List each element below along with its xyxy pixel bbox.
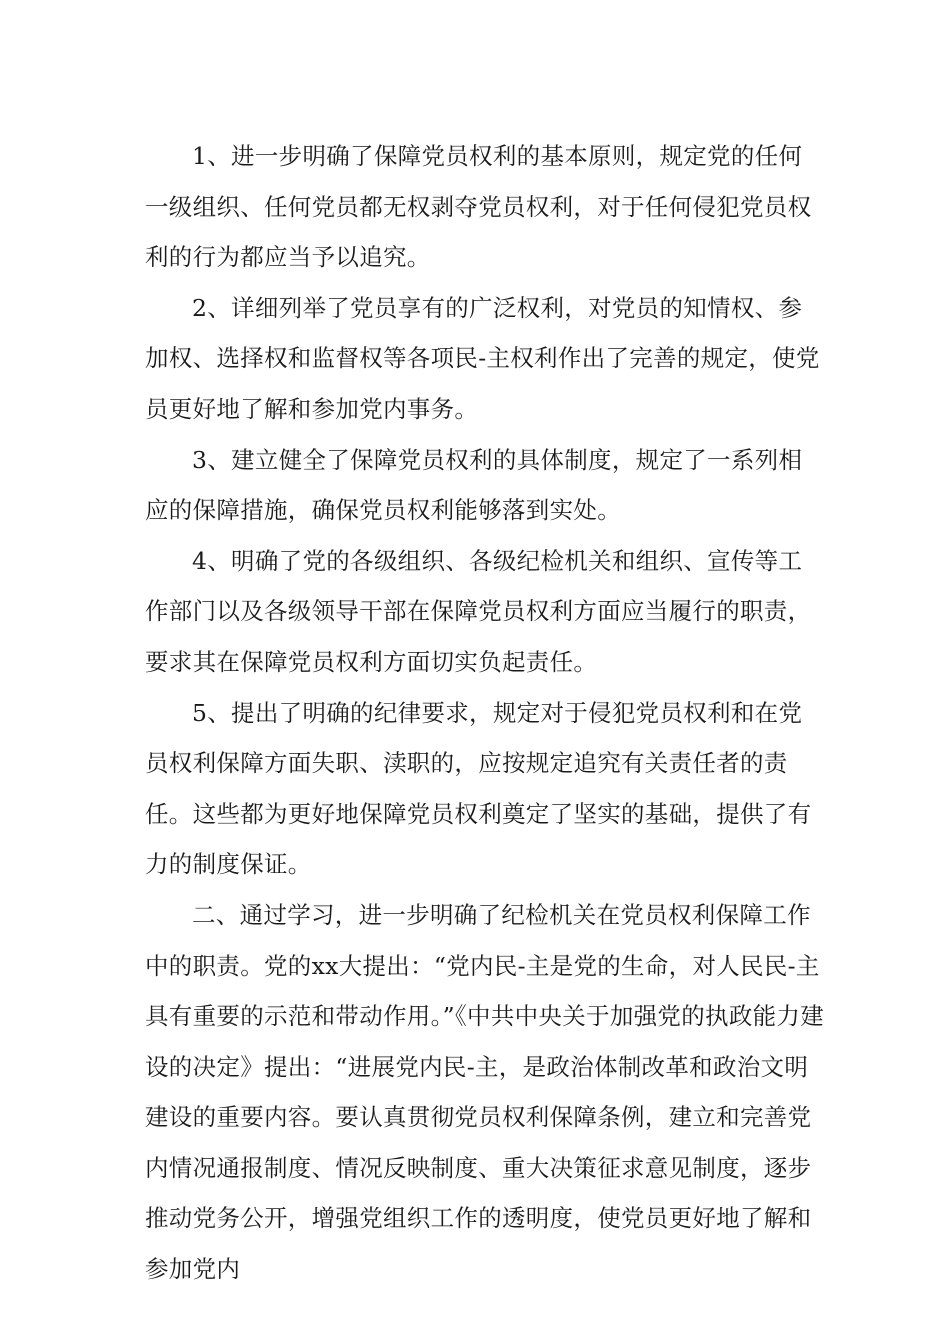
- paragraph-4: 4、明确了党的各级组织、各级纪检机关和组织、宣传等工作部门以及各级领导干部在保障党员权利方面应当履行的职责，要求其在保障党员权利方面切实负起责任。: [145, 546, 812, 676]
- paragraph-6: 二、通过学习，进一步明确了纪检机关在党员权利保障工作中的职责。党的xx大提出：“党内民-主是党的生命，对人民民-主具有重要的示范和带动作用。”《中共中央关于加强党的执政能力建设的决定》提出：“进展党内民-主，是政治体制改革和政治文明建设的重要内容。要认真贯彻党员权利保障条例，建立和完善党内情况通报制度、情况反映制度、重大决策征求意见制度，逐步推动党务公开，增强党组织工作的透明度，使党员更好地了解和参加党内: [145, 900, 825, 1284]
- paragraph-5: 5、提出了明确的纪律要求，规定对于侵犯党员权利和在党员权利保障方面失职、渎职的，应按规定追究有关责任者的责任。这些都为更好地保障党员权利奠定了坚实的基础，提供了有力的制度保证。: [145, 698, 812, 879]
- paragraph-1: 1、进一步明确了保障党员权利的基本原则，规定党的任何一级组织、任何党员都无权剥夺党员权利，对于任何侵犯党员权利的行为都应当予以追究。: [145, 142, 812, 272]
- document-body: [145, 131, 825, 1295]
- paragraph-3: 3、建立健全了保障党员权利的具体制度，规定了一系列相应的保障措施，确保党员权利能够落到实处。: [145, 445, 803, 525]
- paragraph-2: 2、详细列举了党员享有的广泛权利，对党员的知情权、参加权、选择权和监督权等各项民-主权利作出了完善的规定，使党员更好地了解和参加党内事务。: [145, 293, 820, 423]
